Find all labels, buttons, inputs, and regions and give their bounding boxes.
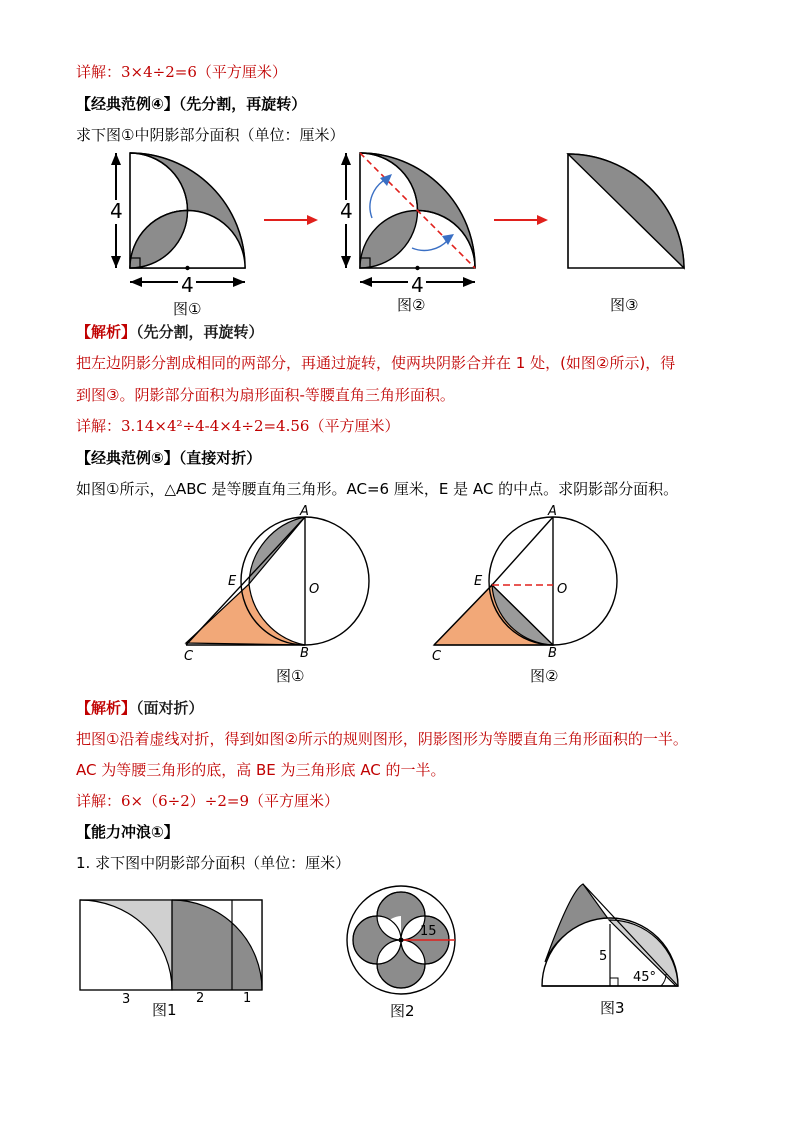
- fig1-caption: 图①: [173, 300, 202, 318]
- fig-c-caption: 图3: [600, 999, 625, 1017]
- example-5-bracket: 【经典范例⑤】: [76, 449, 179, 467]
- fig5a-label-B: B: [300, 646, 309, 661]
- fig5b-label-E: E: [474, 574, 483, 589]
- detail-4-label: 详解：: [76, 417, 122, 435]
- detail-4-formula: 3.14×4²÷4-4×4÷2=4.56（平方厘米）: [121, 417, 400, 435]
- red-arrow-2: [492, 212, 552, 228]
- fig5a-label-E: E: [228, 574, 237, 589]
- detail-line-1: [76, 62, 287, 82]
- example-5-heading: [76, 448, 261, 468]
- fig-b-radius: 15: [420, 924, 437, 939]
- analysis-4-line-2: 到图③。阴影部分面积为扇形面积-等腰直角三角形面积。: [76, 386, 455, 404]
- fig5a-label-C: C: [184, 649, 194, 664]
- detail-line-5: [76, 791, 339, 811]
- example-5-question: 如图①所示，△ABC 是等腰直角三角形。AC=6 厘米，E 是 AC 的中点。求阴影部分面积。: [76, 480, 679, 498]
- example-5-sub: （直接对折）: [178, 449, 262, 467]
- fig1-dim-v: 4: [110, 199, 123, 223]
- example-4-question: 求下图①中阴影部分面积（单位：厘米）: [76, 126, 345, 144]
- detail-5-formula: 6×（6÷2）÷2=9（平方厘米）: [121, 792, 340, 810]
- example-4-figure-1: [100, 148, 260, 318]
- example-4-sub: （先分割，再旋转）: [178, 95, 307, 113]
- analysis-5-line-2: AC 为等腰三角形的底，高 BE 为三角形底 AC 的一半。: [76, 761, 446, 779]
- fig5b-label-B: B: [548, 646, 557, 661]
- fig-b-caption: 图2: [390, 1002, 415, 1020]
- example-4-heading: [76, 94, 306, 114]
- fig5a-caption: 图①: [276, 667, 305, 685]
- fig-c-angle: 45°: [633, 970, 657, 985]
- analysis-4-heading: [76, 322, 264, 342]
- analysis-4-line-1: 把左边阴影分割成相同的两部分，再通过旋转，使两块阴影合并在 1 处，(如图②所示)，得: [76, 354, 676, 372]
- analysis-4-bracket: 【解析】: [76, 323, 137, 341]
- fig5b-label-A: A: [548, 504, 557, 519]
- analysis-5-line-1: 把图①沿着虚线对折，得到如图②所示的规则图形，阴影图形为等腰直角三角形面积的一半。: [76, 730, 688, 748]
- detail-line-4: [76, 416, 399, 436]
- fig2-dim-h: 4: [411, 273, 424, 297]
- fig-a-dim-1: 3: [122, 992, 131, 1007]
- detail-label: 详解：: [76, 63, 122, 81]
- ability-heading: 【能力冲浪①】: [76, 823, 179, 841]
- example-4-bracket: 【经典范例④】: [76, 95, 179, 113]
- fig2-dim-v: 4: [340, 199, 353, 223]
- analysis-5-sub: （面对折）: [136, 699, 204, 717]
- ability-question-1: 1. 求下图中阴影部分面积（单位：厘米）: [76, 854, 351, 872]
- fig1-dim-h: 4: [181, 273, 194, 297]
- ability-figure-3: [535, 880, 685, 1025]
- fig5a-label-A: A: [300, 504, 309, 519]
- analysis-5-heading: [76, 698, 204, 718]
- detail-formula: 3×4÷2=6（平方厘米）: [121, 63, 287, 81]
- fig-a-caption: 图1: [152, 1001, 177, 1019]
- fig3-caption: 图③: [610, 296, 639, 314]
- fig5b-label-C: C: [432, 649, 442, 664]
- fig5b-caption: 图②: [530, 667, 559, 685]
- analysis-5-bracket: 【解析】: [76, 699, 137, 717]
- detail-5-label: 详解：: [76, 792, 122, 810]
- example-5-figure-1: [178, 505, 378, 690]
- fig-c-height: 5: [599, 949, 608, 964]
- example-4-figure-2: [330, 148, 490, 318]
- fig2-caption: 图②: [397, 296, 426, 314]
- red-arrow-1: [262, 212, 322, 228]
- ability-figure-1: [78, 896, 268, 1026]
- fig5b-label-O: O: [557, 582, 568, 597]
- example-5-figure-2: [426, 505, 626, 690]
- example-4-figure-3: [560, 148, 700, 318]
- fig-a-dim-2: 2: [196, 991, 205, 1006]
- ability-figure-2: [340, 880, 464, 1025]
- fig-a-dim-3: 1: [243, 991, 252, 1006]
- fig5a-label-O: O: [309, 582, 320, 597]
- analysis-4-sub: （先分割，再旋转）: [136, 323, 264, 341]
